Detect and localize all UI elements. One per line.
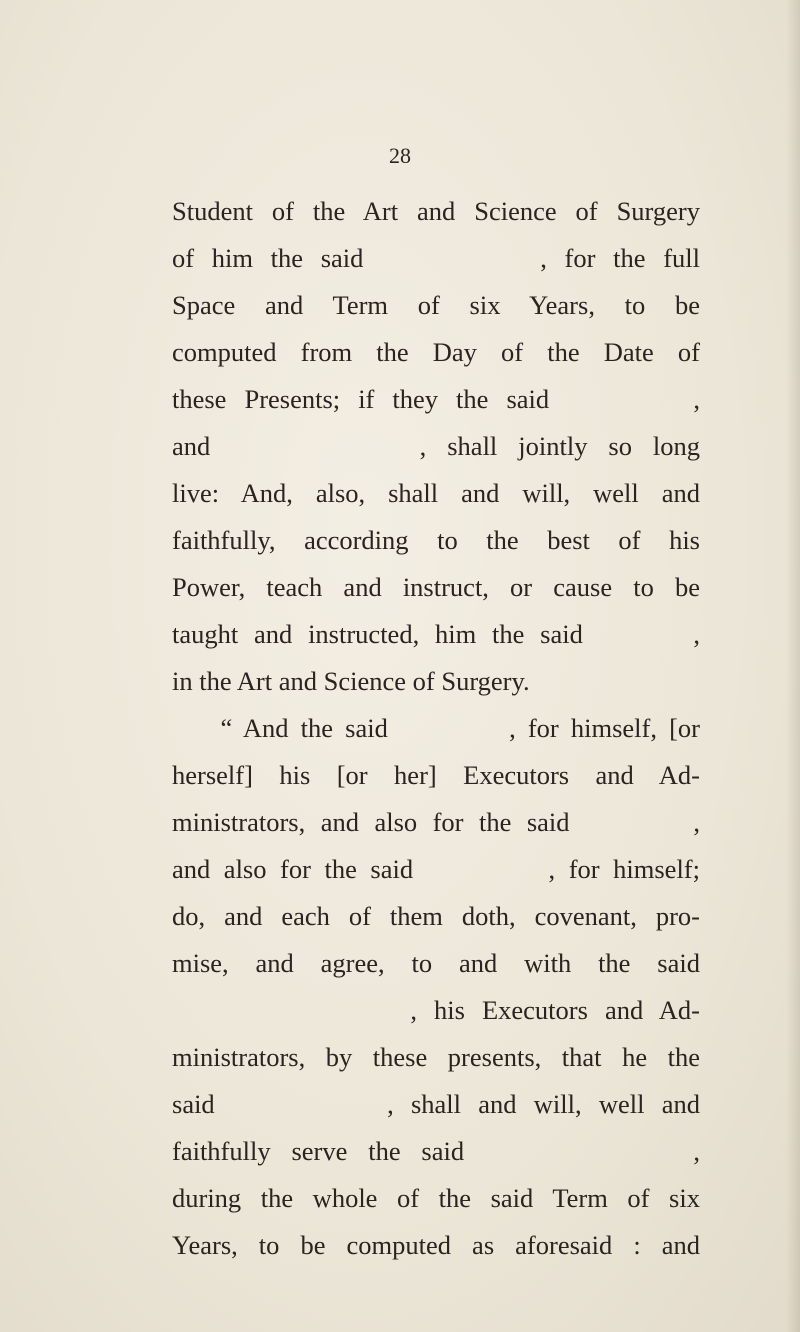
text-line: of him the said , for the full (172, 243, 700, 273)
text-line: ministrators, by these presents, that he the (172, 1042, 700, 1072)
page-edge-shadow (786, 0, 800, 1332)
text-line: faithfully, according to the best of his (172, 525, 700, 555)
text-line: these Presents; if they the said , (172, 384, 700, 414)
text-line: and also for the said , for himself; (172, 854, 700, 884)
text-line: taught and instructed, him the said , (172, 619, 700, 649)
text-line: herself] his [or her] Executors and Ad- (172, 760, 700, 790)
text-line: Years, to be computed as aforesaid : and (172, 1230, 700, 1260)
text-line: Student of the Art and Science of Surgery (172, 196, 700, 226)
text-line: ministrators, and also for the said , (172, 807, 700, 837)
page-number: 28 (389, 143, 411, 168)
text-line: faithfully serve the said , (172, 1136, 700, 1166)
text-line: mise, and agree, to and with the said (172, 948, 700, 978)
text-line: computed from the Day of the Date of (172, 337, 700, 367)
text-line: live: And, also, shall and will, well and (172, 478, 700, 508)
text-line: Power, teach and instruct, or cause to be (172, 572, 700, 602)
text-line: Space and Term of six Years, to be (172, 290, 700, 320)
body-text (172, 188, 700, 1269)
text-line: , his Executors and Ad- (172, 995, 700, 1025)
text-line: in the Art and Science of Surgery. (172, 666, 530, 696)
text-line: do, and each of them doth, covenant, pro- (172, 901, 700, 931)
text-line: during the whole of the said Term of six (172, 1183, 700, 1213)
text-line: “ And the said , for himself, [or (172, 713, 700, 743)
text-line: and , shall jointly so long (172, 431, 700, 461)
text-line: said , shall and will, well and (172, 1089, 700, 1119)
